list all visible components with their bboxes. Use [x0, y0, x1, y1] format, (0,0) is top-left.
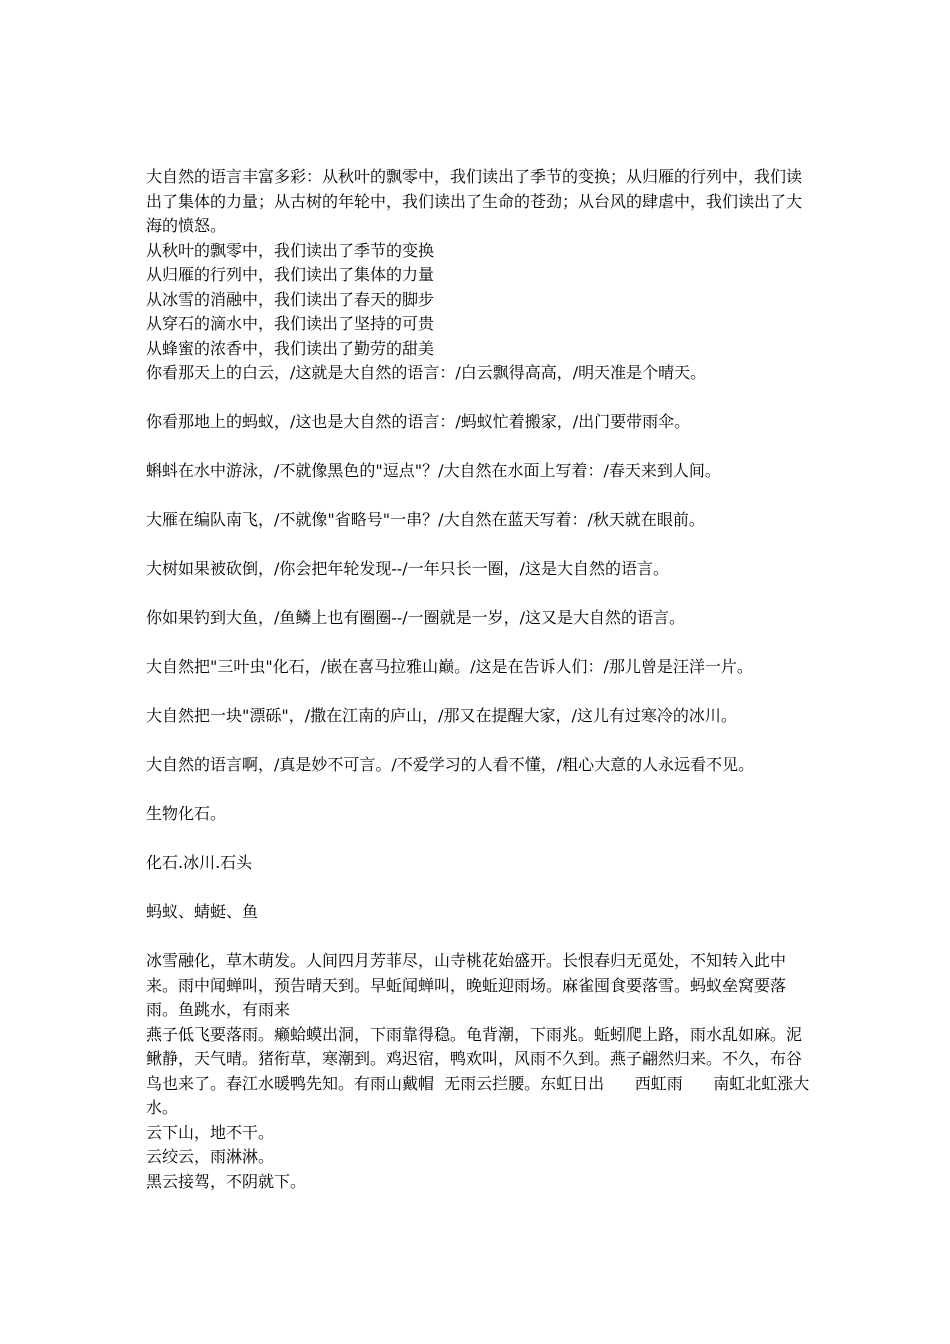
reading-line: 从蜂蜜的浓香中，我们读出了勤劳的甜美 — [146, 338, 435, 358]
proverb-line: 云绞云，雨淋淋。 — [146, 1147, 275, 1166]
answer-line: 化石.冰川.石头 — [146, 853, 253, 872]
paragraph-gap — [146, 484, 810, 509]
paragraph-gap — [146, 582, 810, 607]
reading-line: 从穿石的滴水中，我们读出了坚持的可贵 — [146, 314, 435, 333]
poem-line: 大自然把"三叶虫"化石，/嵌在喜马拉雅山巅。/这是在告诉人们：/那儿曾是汪洋一片。 — [146, 657, 753, 676]
paragraph-gap — [146, 729, 810, 754]
proverb-line: 黑云接驾，不阴就下。 — [146, 1171, 307, 1191]
poem-line: 蝌蚪在水中游泳，/不就像黑色的"逗点"？/大自然在水面上写着：/春天来到人间。 — [146, 461, 721, 480]
proverbs-paragraph: 燕子低飞要落雨。癞蛤蟆出洞，下雨靠得稳。龟背潮，下雨兆。蚯蚓爬上路，雨水乱如麻。泥鳅静，天气晴。猪衔草，寒潮到。鸡迟宿，鸭欢叫，风雨不久到。燕子翩然归来。不久，布谷鸟也来了。春江水暖鸭先知。有雨山戴帽 无雨云拦腰。东虹日出 西虹雨 南虹北虹涨大水。 — [146, 1024, 810, 1117]
proverbs-paragraph: 冰雪融化，草木萌发。人间四月芳菲尽，山寺桃花始盛开。长恨春归无觅处，不知转入此中来。雨中闻蝉叫，预告晴天到。早蚯闻蝉叫，晚蚯迎雨场。麻雀囤食要落雪。蚂蚁垒窝要落雨。鱼跳水，有雨来 — [146, 951, 787, 1019]
poem-line: 大自然把一块"漂砾"，/撒在江南的庐山，/那又在提醒大家，/这儿有过寒冷的冰川。 — [146, 706, 737, 725]
paragraph-gap — [146, 435, 810, 460]
poem-line: 大雁在编队南飞，/不就像"省略号"一串？/大自然在蓝天写着：/秋天就在眼前。 — [146, 510, 705, 529]
poem-line: 你如果钓到大鱼，/鱼鳞上也有圈圈--/一圈就是一岁，/这又是大自然的语言。 — [146, 608, 685, 627]
answer-line: 生物化石。 — [146, 804, 227, 823]
proverb-line: 云下山，地不干。 — [146, 1122, 275, 1142]
paragraph-gap — [146, 386, 810, 411]
paragraph-gap — [146, 778, 810, 803]
paragraph-gap — [146, 925, 810, 950]
poem-line: 大树如果被砍倒，/你会把年轮发现--/一年只长一圈，/这是大自然的语言。 — [146, 559, 669, 578]
document-body — [146, 165, 810, 1194]
reading-line: 从归雁的行列中，我们读出了集体的力量 — [146, 265, 435, 284]
paragraph-gap — [146, 876, 810, 901]
answer-line: 蚂蚁、蜻蜓、鱼 — [146, 902, 259, 921]
poem-line: 你看那地上的蚂蚁，/这也是大自然的语言：/蚂蚁忙着搬家，/出门要带雨伞。 — [146, 412, 691, 431]
paragraph-gap — [146, 827, 810, 852]
poem-line: 你看那天上的白云，/这就是大自然的语言：/白云飘得高高，/明天准是个晴天。 — [146, 363, 707, 382]
reading-line: 从冰雪的消融中，我们读出了春天的脚步 — [146, 289, 435, 309]
paragraph-gap — [146, 631, 810, 656]
reading-line: 从秋叶的飘零中，我们读出了季节的变换 — [146, 240, 435, 260]
poem-line: 大自然的语言啊，/真是妙不可言。/不爱学习的人看不懂，/粗心大意的人永远看不见。 — [146, 755, 755, 774]
paragraph-gap — [146, 533, 810, 558]
intro-paragraph: 大自然的语言丰富多彩：从秋叶的飘零中，我们读出了季节的变换；从归雁的行列中，我们读出了集体的力量；从古树的年轮中，我们读出了生命的苍劲；从台风的肆虐中，我们读出了大海的愤怒。 — [146, 167, 803, 235]
paragraph-gap — [146, 680, 810, 705]
